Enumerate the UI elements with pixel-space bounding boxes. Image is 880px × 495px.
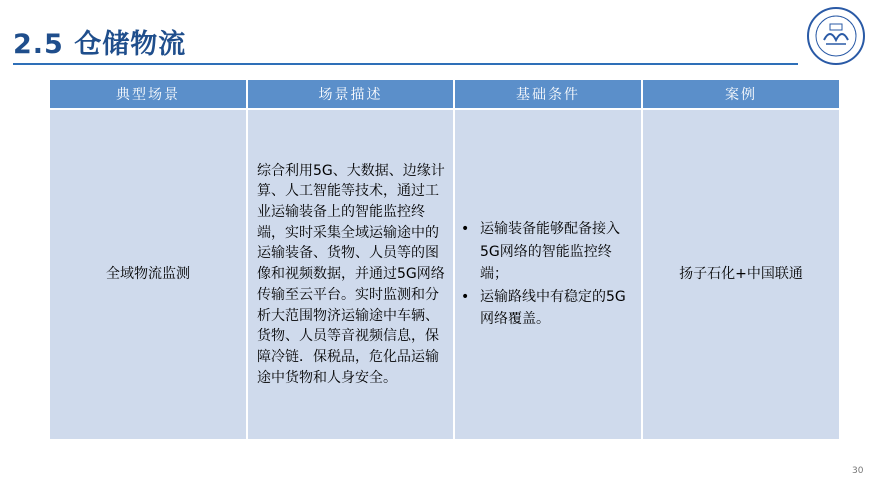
page-number: 30 <box>852 466 864 476</box>
condition-text: 运输装备能够配备接入5G网络的智能监控终端； <box>480 221 620 283</box>
table-row <box>50 109 839 439</box>
university-seal-icon <box>806 6 866 66</box>
slide-title: 2.5 仓储物流 <box>13 29 187 60</box>
bullet-icon: • <box>461 288 470 305</box>
title-divider <box>13 63 798 65</box>
condition-text: 运输路线中有稳定的5G网络覆盖。 <box>480 288 626 328</box>
header-typical-scene: 典型场景 <box>50 80 247 109</box>
header-case: 案例 <box>642 80 839 109</box>
conditions-list <box>455 218 641 331</box>
cell-conditions <box>454 109 642 439</box>
list-item <box>461 286 635 331</box>
cell-description: 综合利用5G、大数据、边缘计算、人工智能等技术，通过工业运输装备上的智能监控终端，实时采集全域运输途中的运输装备、货物、人员等的图像和视频数据，并通过5G网络传输至云平台。实时监测和分析大范围物济运输途中车辆、货物、人员等音视频信息，保障冷链．保税品，危化品运输途中货物和人身安全。 <box>247 109 454 439</box>
header-basic-conditions: 基础条件 <box>454 80 642 109</box>
cell-scene: 全域物流监测 <box>50 109 247 439</box>
bullet-icon: • <box>461 221 470 238</box>
scenario-table <box>50 80 839 439</box>
cell-case: 扬子石化+中国联通 <box>642 109 839 439</box>
table-header-row <box>50 80 839 109</box>
list-item <box>461 218 635 286</box>
header-scene-description: 场景描述 <box>247 80 454 109</box>
